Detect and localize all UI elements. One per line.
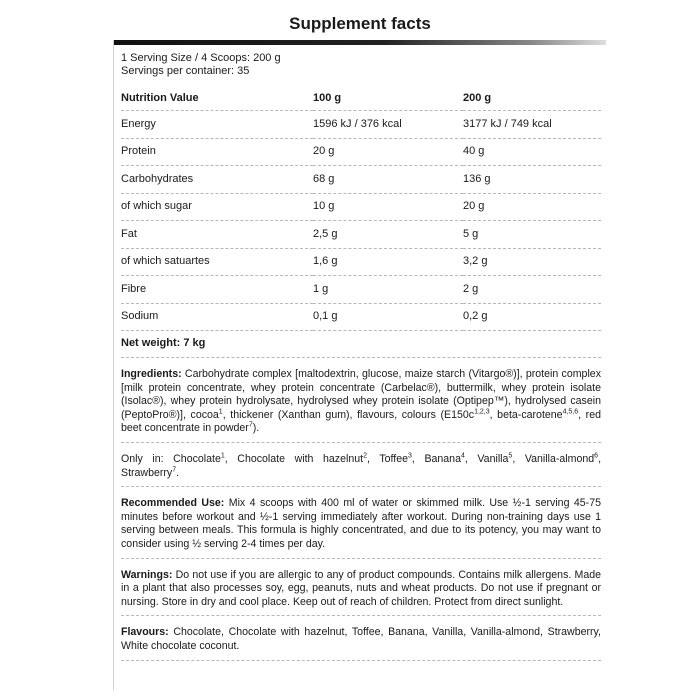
footnote-marker: 4,5,6 bbox=[562, 408, 579, 416]
footnote-marker: 6 bbox=[594, 452, 599, 460]
serving-info bbox=[121, 52, 601, 78]
footnote-marker: 3 bbox=[408, 452, 412, 460]
footnote-marker: 1 bbox=[218, 408, 223, 416]
flavours-section bbox=[121, 626, 601, 660]
table-row bbox=[121, 138, 601, 166]
recommended-use-section bbox=[121, 497, 601, 558]
header-200g: 200 g bbox=[463, 86, 601, 111]
net-weight: Net weight: 7 kg bbox=[121, 337, 601, 358]
ingredients-text: ). bbox=[252, 422, 260, 435]
row-value-100g: 1596 kJ / 376 kcal bbox=[313, 111, 463, 139]
top-divider-bar bbox=[113, 40, 606, 45]
table-row bbox=[121, 111, 601, 139]
row-label: Energy bbox=[121, 111, 313, 139]
ingredients-label: Ingredients: bbox=[121, 368, 182, 380]
row-value-100g: 68 g bbox=[313, 166, 463, 194]
facts-panel bbox=[113, 40, 606, 690]
flavour-name: Banana bbox=[424, 452, 461, 465]
table-row bbox=[121, 248, 601, 276]
warnings-label: Warnings: bbox=[121, 568, 173, 581]
footnote-marker: 1 bbox=[220, 452, 225, 460]
row-value-200g: 3,2 g bbox=[463, 248, 601, 276]
table-row bbox=[121, 166, 601, 194]
only-in-prefix: Only in: bbox=[121, 452, 174, 465]
flavour-name: Strawberry bbox=[121, 466, 173, 479]
row-value-200g: 5 g bbox=[463, 221, 601, 249]
separator: . bbox=[176, 466, 180, 479]
footnote-marker: 2 bbox=[363, 452, 367, 460]
footnote-marker: 7 bbox=[172, 466, 177, 474]
flavour-name: Vanilla bbox=[477, 452, 509, 465]
row-label: Protein bbox=[121, 138, 313, 166]
row-value-200g: 136 g bbox=[463, 166, 601, 194]
warnings-text: Do not use if you are allergic to any of product compounds. Contains milk allergens. Made in a plant that also processes soy, egg, peanuts, nuts and wheat products. Do not use if pregnant or nursing. Store in dry and cool place. Keep out of reach of children. Protect from direct sunlight. bbox=[121, 568, 601, 608]
row-label: Fat bbox=[121, 221, 313, 249]
row-value-200g: 20 g bbox=[463, 193, 601, 221]
header-100g: 100 g bbox=[313, 86, 463, 111]
table-row bbox=[121, 221, 601, 249]
row-value-100g: 20 g bbox=[313, 138, 463, 166]
separator: , bbox=[366, 452, 380, 465]
ingredients-text: , red beet concentrate in powder bbox=[121, 408, 601, 435]
ingredients-text: Carbohydrate complex [maltodextrin, glucose, maize starch (Vitargo®)], protein complex [milk protein concentrate, whey protein concentrate (Carbelac®), buttermilk, whey protein isolate (Isolac®), whey protein hydrolysate, hydrolysed whey protein isolate (Optipep™), hydrolysed casein (PeptoPro®)], cocoa bbox=[121, 368, 601, 421]
ingredients-section bbox=[121, 368, 601, 443]
recommended-use-label: Recommended Use: bbox=[121, 497, 225, 510]
only-in-section bbox=[121, 453, 601, 487]
facts-content bbox=[121, 52, 601, 661]
recommended-use-text: Mix 4 scoops with 400 ml of water or skimmed milk. Use ½-1 serving 45-75 minutes before workout and ½-1 serving immediately after workout. During non-training days use 1 serving between meals. This formula is highly concentrated, and due to its potency, you may want to consider using ½ serving 2-4 times per day. bbox=[121, 497, 601, 550]
row-value-100g: 1 g bbox=[313, 276, 463, 304]
flavours-label: Flavours: bbox=[121, 626, 169, 639]
table-row bbox=[121, 303, 601, 331]
footnote-marker: 1,2,3 bbox=[474, 408, 490, 416]
footnote-marker: 7 bbox=[248, 421, 253, 429]
row-value-200g: 0,2 g bbox=[463, 303, 601, 331]
row-value-100g: 1,6 g bbox=[313, 248, 463, 276]
row-label: Carbohydrates bbox=[121, 166, 313, 194]
separator: , bbox=[512, 452, 525, 465]
footnote-marker: 4 bbox=[460, 452, 465, 460]
table-header-row bbox=[121, 86, 601, 111]
row-value-200g: 3177 kJ / 749 kcal bbox=[463, 111, 601, 139]
row-value-100g: 10 g bbox=[313, 193, 463, 221]
ingredients-text: , beta-carotene bbox=[489, 408, 563, 421]
row-value-200g: 40 g bbox=[463, 138, 601, 166]
row-label: of which satuartes bbox=[121, 248, 313, 276]
servings-per-container: Servings per container: 35 bbox=[121, 65, 250, 77]
flavours-text: Chocolate, Chocolate with hazelnut, Toffee, Banana, Vanilla, Vanilla-almond, Strawberry, White chocolate coconut. bbox=[121, 626, 601, 652]
footnote-marker: 5 bbox=[508, 452, 513, 460]
separator: , bbox=[598, 452, 602, 465]
serving-size: 1 Serving Size / 4 Scoops: 200 g bbox=[121, 52, 281, 64]
row-label: Sodium bbox=[121, 303, 313, 331]
row-label: of which sugar bbox=[121, 193, 313, 221]
flavour-name: Chocolate bbox=[173, 452, 221, 465]
left-border bbox=[113, 40, 114, 690]
separator: , bbox=[464, 452, 478, 465]
row-label: Fibre bbox=[121, 276, 313, 304]
page-title: Supplement facts bbox=[289, 14, 431, 33]
separator: , bbox=[411, 452, 425, 465]
row-value-100g: 2,5 g bbox=[313, 221, 463, 249]
flavour-name: Toffee bbox=[379, 452, 408, 465]
row-value-100g: 0,1 g bbox=[313, 303, 463, 331]
ingredients-text: , thickener (Xanthan gum), flavours, colours (E150c bbox=[222, 408, 475, 421]
header-nutrition-value: Nutrition Value bbox=[121, 86, 313, 111]
table-row bbox=[121, 276, 601, 304]
separator: , bbox=[224, 452, 238, 465]
table-row bbox=[121, 193, 601, 221]
flavour-name: Chocolate with hazelnut bbox=[237, 452, 364, 465]
nutrition-table bbox=[121, 86, 601, 331]
warnings-section bbox=[121, 569, 601, 617]
flavour-name: Vanilla-almond bbox=[524, 452, 595, 465]
row-value-200g: 2 g bbox=[463, 276, 601, 304]
